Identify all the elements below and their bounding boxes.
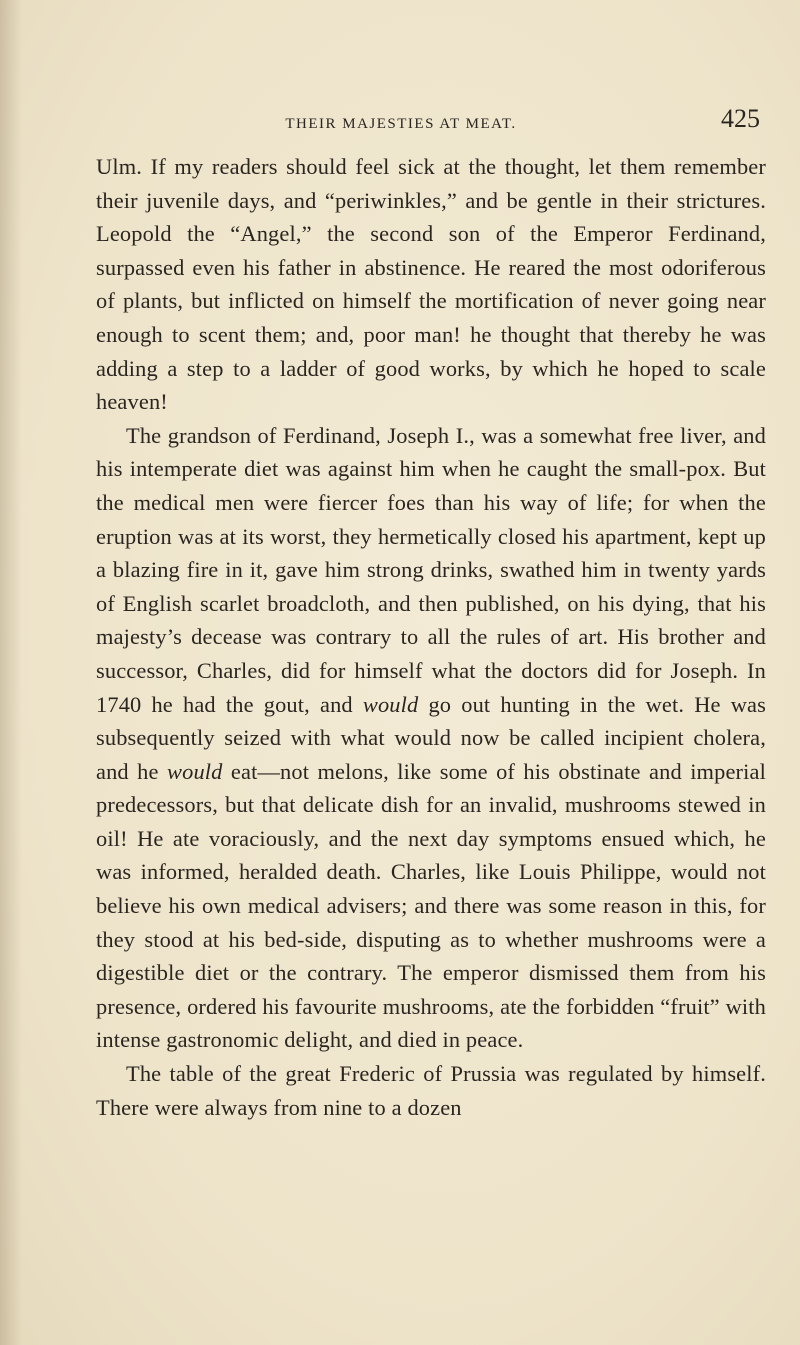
paragraph-text: The grandson of Ferdinand, Joseph I., was a somewhat free liver, and his intemperate diet was against him when he caught the small-pox. But the medical men were fiercer foes than his way of life; for when the eruption was at its worst, they hermetically closed his apartment, kept up a blazing fire in it, gave him strong drinks, swathed him in twenty yards of English scarlet broadcloth, and then published, on his dying, that his majesty’s decease was contrary to all the rules of art. His brother and successor, Charles, did for himself what the doctors did for Joseph. In 1740 he had the gout, and bbox=[96, 422, 766, 717]
running-head bbox=[96, 104, 766, 144]
italic-text: would bbox=[362, 691, 419, 717]
paragraph-text: The table of the great Frederic of Prussia was regulated by himself. There were always from nine to a dozen bbox=[96, 1061, 766, 1120]
running-title: THEIR MAJESTIES AT MEAT. bbox=[285, 116, 517, 132]
paragraph-text: eat—not melons, like some of his obstinate and imperial predecessors, but that delicate dish for an invalid, mushrooms stewed in oil! He ate voraciously, and the next day symptoms ensued which, he was informed, heralded death. Charles, like Louis Philippe, would not believe his own medical advisers; and there was some reason in this, for they stood at his bed-side, disputing as to whether mushrooms were a digestible diet or the contrary. The emperor dismissed them from his presence, ordered his favourite mushrooms, ate the forbidden “fruit” with intense gastronomic delight, and died in peace. bbox=[96, 758, 766, 1053]
paragraph-text: go out hunting in the wet. He was subsequently seized with what would now be called incipient cholera, and he bbox=[96, 691, 766, 784]
body-text bbox=[96, 150, 766, 1124]
paragraph-text: Ulm. If my readers should feel sick at the thought, let them remember their juvenile days, and “periwinkles,” and be gentle in their strictures. Leopold the “Angel,” the second son of the Emperor Ferdinand, surpassed even his father in abstinence. He reared the most odoriferous of plants, but inflicted on himself the mortification of never going near enough to scent them; and, poor man! he thought that thereby he was adding a step to a ladder of good works, by which he hoped to scale heaven! bbox=[96, 154, 766, 415]
page-number: 425 bbox=[721, 104, 760, 133]
paragraph-p1 bbox=[96, 150, 766, 419]
page-gutter-shadow bbox=[0, 0, 22, 1345]
paragraph-p3 bbox=[96, 1057, 766, 1124]
italic-text: would bbox=[167, 758, 223, 784]
paragraph-p2 bbox=[96, 419, 766, 1057]
